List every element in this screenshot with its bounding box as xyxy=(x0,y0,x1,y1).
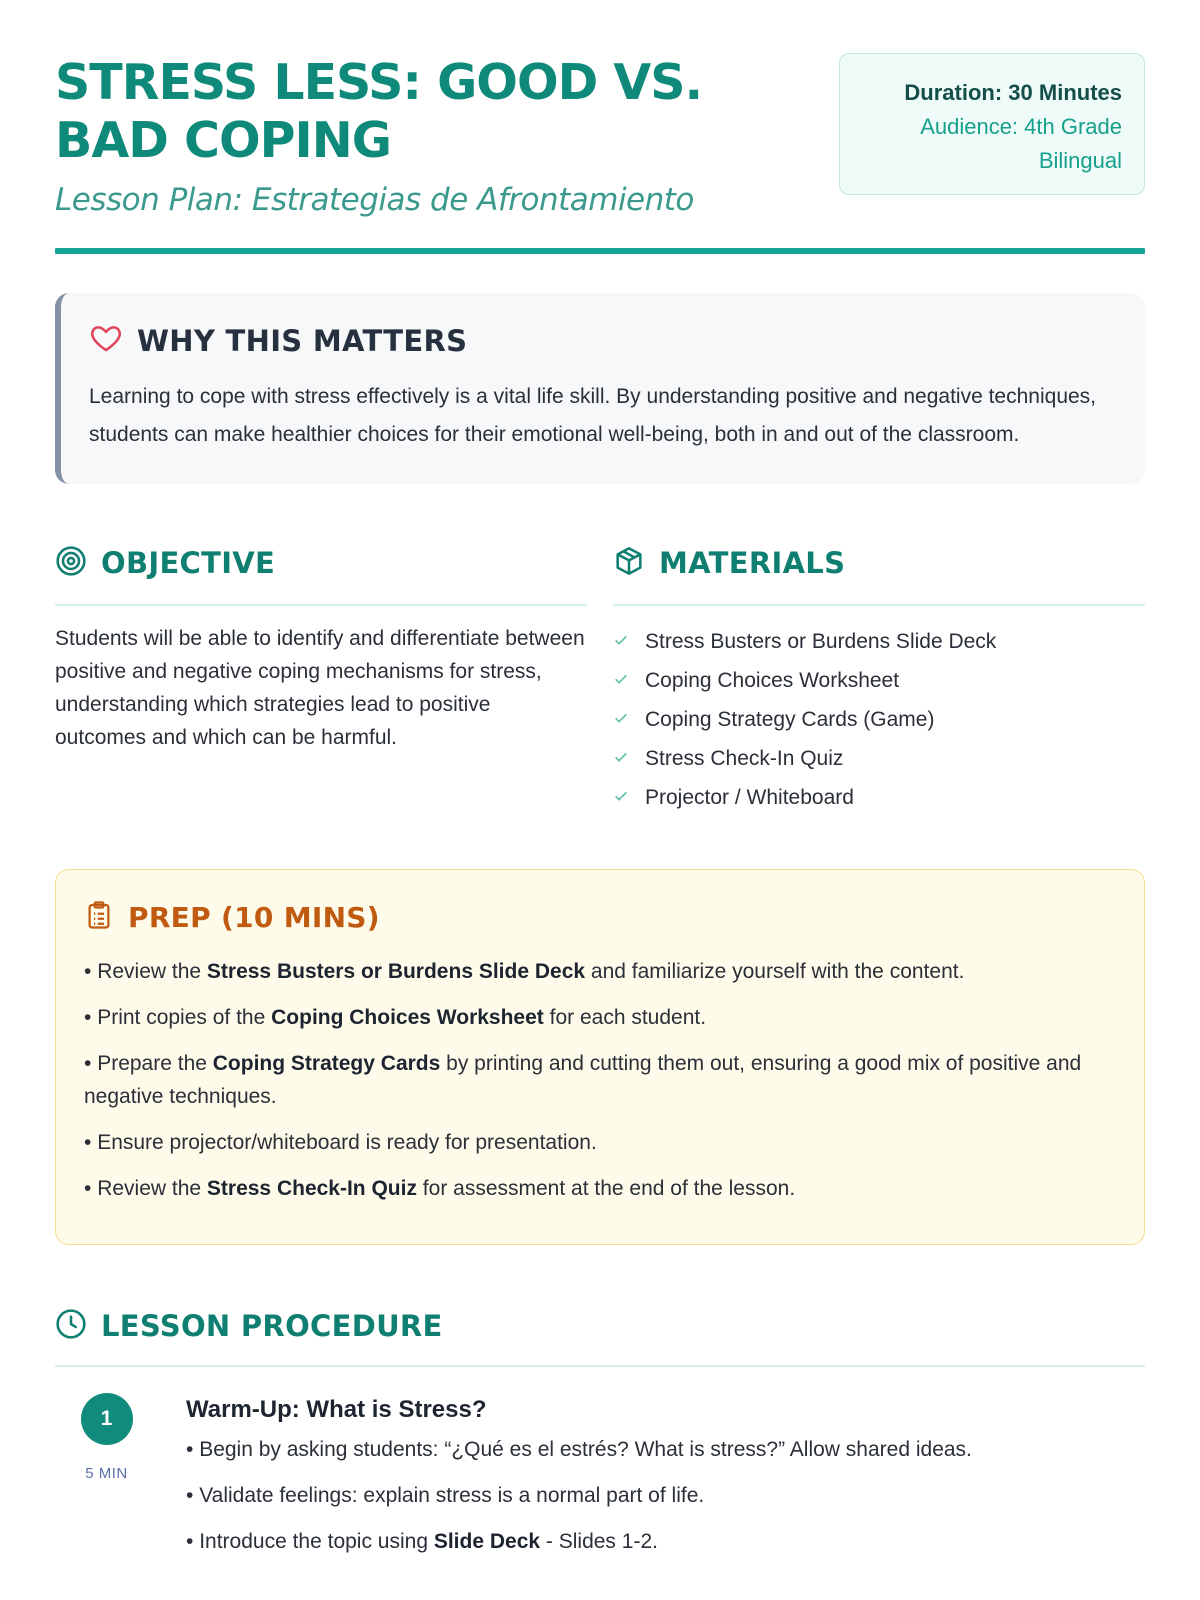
why-heading xyxy=(89,321,1115,360)
material-label: Stress Check-In Quiz xyxy=(645,746,844,770)
list-item xyxy=(613,700,1145,739)
objective-materials-row xyxy=(55,540,1145,817)
list-item xyxy=(613,661,1145,700)
step-marker xyxy=(55,1393,186,1571)
prep-list xyxy=(84,955,1116,1205)
prep-text: for each student. xyxy=(543,1006,707,1029)
header-divider xyxy=(55,248,1145,254)
why-body: Learning to cope with stress effectively is a vital life skill. By understanding positive and negative techniques, students can make healthier choices for their emotional well-being, both in and out of the classroom. xyxy=(89,385,1097,446)
objective-divider xyxy=(55,604,587,606)
list-item: • Introduce the topic using Slide Deck - Slides 1-2. xyxy=(186,1530,658,1553)
materials-title: MATERIALS xyxy=(659,546,846,580)
clock-icon xyxy=(55,1308,87,1345)
prep-card xyxy=(55,869,1145,1245)
prep-heading xyxy=(84,900,1116,935)
list-item xyxy=(613,778,1145,817)
material-label: Projector / Whiteboard xyxy=(645,785,854,809)
check-icon xyxy=(613,669,629,693)
list-item: • Print copies of the Coping Choices Worksheet for each student. xyxy=(84,1006,707,1029)
heart-icon xyxy=(89,321,123,360)
materials-heading xyxy=(613,540,1145,586)
step-number-badge: 1 xyxy=(81,1393,133,1445)
prep-text: Print copies of the xyxy=(97,1006,272,1029)
material-label: Stress Busters or Burdens Slide Deck xyxy=(645,629,997,653)
list-item: • Prepare the Coping Strategy Cards by printing and cutting them out, ensuring a good mix of positive and negative techniques. xyxy=(84,1052,1082,1108)
prep-bold-text: Stress Busters or Burdens Slide Deck xyxy=(206,960,586,983)
step-content xyxy=(186,1393,1145,1571)
material-label: Coping Strategy Cards (Game) xyxy=(645,707,935,731)
page-title: STRESS LESS: GOOD VS. BAD COPING xyxy=(55,54,703,169)
why-this-matters-card xyxy=(55,293,1145,484)
page-subtitle: Lesson Plan: Estrategias de Afrontamiento xyxy=(55,182,694,218)
step-text: Validate feelings: explain stress is a normal part of life. xyxy=(199,1484,705,1507)
prep-text: Review the xyxy=(97,1177,207,1200)
clipboard-icon xyxy=(84,900,114,935)
prep-title: PREP (10 MINS) xyxy=(128,901,380,934)
audience-label: Audience: 4th Grade Bilingual xyxy=(920,114,1122,173)
list-item xyxy=(613,622,1145,661)
prep-bold-text: Coping Choices Worksheet xyxy=(271,1006,544,1029)
prep-text: and familiarize yourself with the content. xyxy=(585,960,965,983)
check-icon xyxy=(613,708,629,732)
prep-bold-text: Stress Check-In Quiz xyxy=(206,1177,417,1200)
list-item: • Ensure projector/whiteboard is ready for presentation. xyxy=(84,1131,597,1154)
duration-label: Duration: 30 Minutes xyxy=(904,80,1122,105)
why-title: WHY THIS MATTERS xyxy=(137,323,468,358)
list-item xyxy=(613,739,1145,778)
list-item: • Begin by asking students: “¿Qué es el estrés? What is stress?” Allow shared ideas. xyxy=(186,1438,972,1461)
list-item: • Validate feelings: explain stress is a normal part of life. xyxy=(186,1484,705,1507)
list-item: • Review the Stress Busters or Burdens Slide Deck and familiarize yourself with the content. xyxy=(84,960,965,983)
step-bold-text: Slide Deck xyxy=(433,1530,541,1553)
step-title: Warm-Up: What is Stress? xyxy=(186,1396,487,1423)
target-icon xyxy=(55,545,87,582)
step-duration: 5 MIN xyxy=(85,1465,128,1482)
header xyxy=(55,54,1145,218)
list-item: • Review the Stress Check-In Quiz for assessment at the end of the lesson. xyxy=(84,1177,796,1200)
material-label: Coping Choices Worksheet xyxy=(645,668,900,692)
materials-section xyxy=(613,540,1145,817)
prep-text: Prepare the xyxy=(97,1052,213,1075)
step-text: Begin by asking students: “¿Qué es el estrés? What is stress?” Allow shared ideas. xyxy=(199,1438,972,1461)
objective-section xyxy=(55,540,587,817)
objective-heading xyxy=(55,540,587,586)
step-list xyxy=(186,1433,1145,1558)
meta-box xyxy=(839,53,1145,195)
step-text: - Slides 1-2. xyxy=(540,1530,658,1553)
prep-bold-text: Coping Strategy Cards xyxy=(212,1052,441,1075)
box-icon xyxy=(613,545,645,582)
objective-body: Students will be able to identify and differentiate between positive and negative coping mechanisms for stress, understanding which strategies lead to positive outcomes and which can be harmful. xyxy=(55,627,585,749)
prep-text: for assessment at the end of the lesson. xyxy=(416,1177,796,1200)
check-icon xyxy=(613,630,629,654)
procedure-step xyxy=(55,1393,1145,1571)
materials-divider xyxy=(613,604,1145,606)
procedure-section xyxy=(55,1303,1145,1571)
check-icon xyxy=(613,747,629,771)
step-text: Introduce the topic using xyxy=(199,1530,434,1553)
prep-text: Review the xyxy=(97,960,207,983)
procedure-divider xyxy=(55,1365,1145,1367)
procedure-title: LESSON PROCEDURE xyxy=(101,1309,443,1343)
check-icon xyxy=(613,786,629,810)
objective-title: OBJECTIVE xyxy=(101,546,276,580)
procedure-heading xyxy=(55,1303,1145,1349)
materials-list xyxy=(613,622,1145,817)
prep-text: by printing and cutting them out, ensuring a good mix of positive and negative techniques. xyxy=(84,1052,1082,1108)
prep-text: Ensure projector/whiteboard is ready for presentation. xyxy=(97,1131,597,1154)
title-block xyxy=(55,54,795,218)
